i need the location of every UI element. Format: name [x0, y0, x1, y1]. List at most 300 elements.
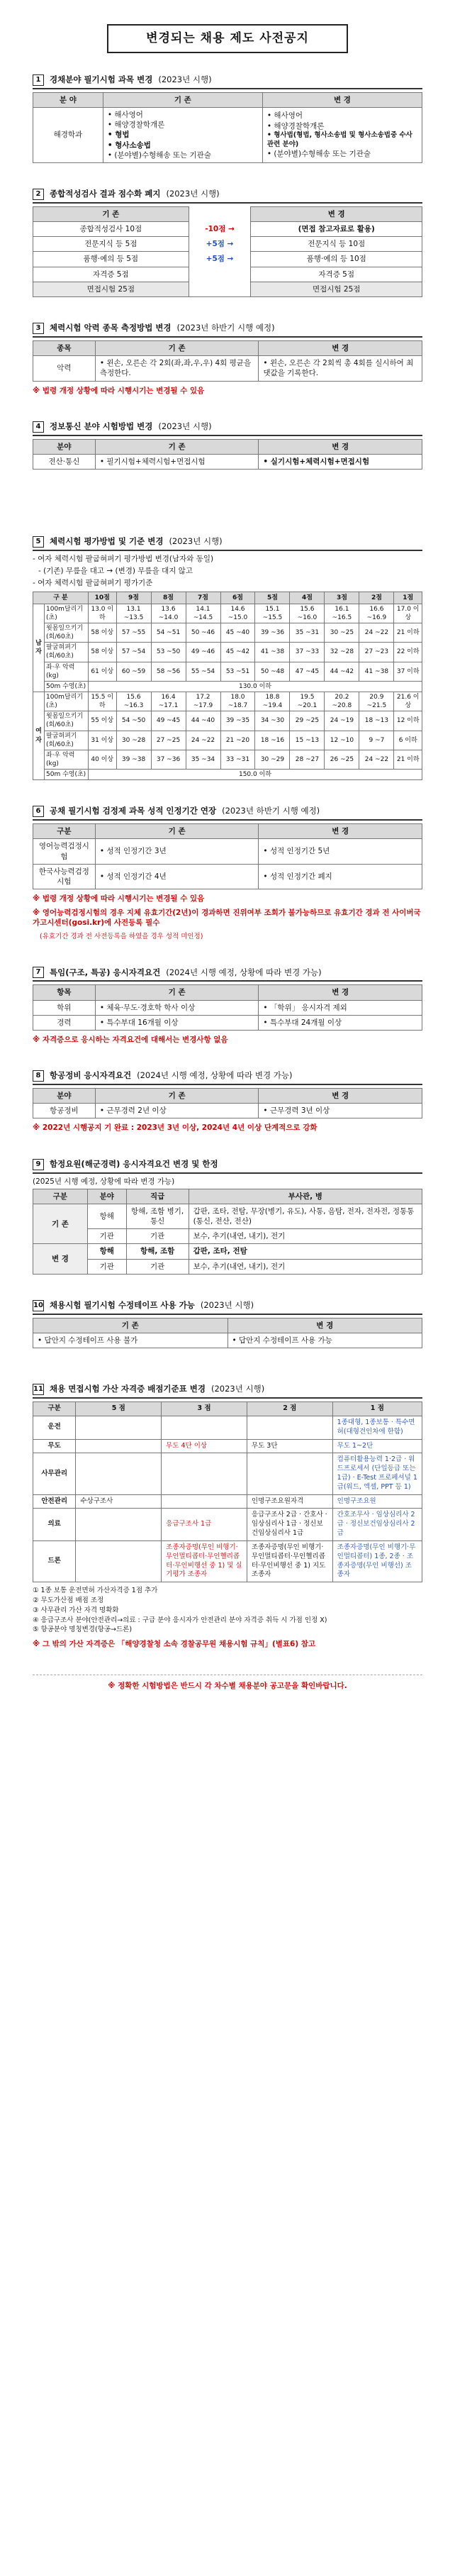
col-field: 분 야	[33, 92, 103, 107]
section-7-number: 7	[33, 967, 44, 978]
section-6-title: 공채 필기시험 검정제 과목 성적 인정기간 연장	[50, 806, 217, 816]
score-cell: 17.2 ~17.9	[186, 692, 220, 711]
prev-cell	[95, 1000, 259, 1015]
section-5-line: - 여자 체력시험 팔굽혀펴기 평가방법 변경(남자와 동일)	[33, 555, 214, 564]
section-6-note: ※ 영어능력검정시험의 경우 지체 유효기간(2년)이 경과하면 진위여부 조회가 불가능하므로 유효기간 경과 전 사이버국가고시센터(gosi.kr)에 사전등록 필수	[33, 909, 421, 928]
score-cell: 40 이상	[89, 750, 117, 769]
section-1-header	[33, 74, 422, 89]
score-cell: 35 ~34	[186, 750, 220, 769]
next-item: • 성적 인정기간 5년	[263, 846, 417, 856]
section-5-header	[33, 536, 422, 551]
section-4-header	[33, 421, 422, 436]
prev-cell	[95, 1104, 259, 1118]
bonus-row	[33, 1494, 422, 1509]
score-row	[33, 750, 422, 769]
points-cell: 간호조무사 · 임상심리사 2급 · 정신보건임상심리사 2급	[332, 1509, 422, 1540]
section-3-header	[33, 323, 422, 338]
prev-cell	[103, 108, 262, 163]
score-row	[33, 681, 422, 692]
score-cell: 21 ~20	[220, 731, 255, 750]
score-cell: 33 ~31	[220, 750, 255, 769]
prev-cell: 품행·예의 등 5점	[33, 252, 189, 267]
next-cell	[259, 1104, 422, 1118]
score-cell: 30 ~25	[325, 623, 359, 642]
section-5-title: 체력시험 평가방법 및 기준 변경	[50, 536, 164, 547]
score-row	[33, 770, 422, 780]
section-11-header	[33, 1384, 422, 1399]
section-9-title: 함정요원(해군경력) 응시자격요건 변경 및 한정	[50, 1158, 218, 1169]
score-cell: 15.6 ~16.0	[290, 604, 325, 623]
field-cell: 항해	[87, 1204, 126, 1228]
section-1-title: 경채분야 필기시험 과목 변경	[50, 74, 153, 85]
prev-item: • 성적 인정기간 4년	[100, 872, 254, 882]
event-cell: 팔굽혀펴기(회/60초)	[45, 731, 89, 750]
score-cell: 39 ~38	[116, 750, 151, 769]
section-6-number: 6	[33, 806, 44, 817]
score-cell: 54 ~50	[116, 711, 151, 731]
prev-cell	[95, 839, 259, 864]
score-cell: 39 ~35	[220, 711, 255, 731]
col-next: 변 경	[259, 985, 422, 1000]
score-cell: 37 이하	[394, 662, 422, 681]
points-cell: 수상구조사	[76, 1494, 162, 1509]
score-cell: 58 이상	[89, 623, 117, 642]
score-cell: 24 ~22	[186, 731, 220, 750]
section-6-note: (유효기간 경과 전 사전등록을 하였을 경우 성적 미인정)	[40, 932, 203, 940]
prev-cell: 종합적성검사 10점	[33, 222, 189, 237]
section-8-note: ※ 2022년 시행공지 기 완료 : 2023년 3년 이상, 2024년 4년 이상 단계적으로 강화	[33, 1123, 318, 1133]
item-cell: 학위	[33, 1000, 96, 1015]
points-cell	[162, 1494, 247, 1509]
section-3-number: 3	[33, 323, 44, 334]
section-3-table	[33, 340, 422, 382]
section-2-title: 종합적성검사 결과 점수화 폐지	[50, 189, 161, 199]
gender-cell: 여 자	[33, 692, 45, 779]
col-next: 변 경	[259, 439, 422, 454]
section-6-table	[33, 823, 422, 889]
score-cell: 16.6 ~16.9	[359, 604, 394, 623]
field-cell: 전산·통신	[33, 454, 96, 469]
next-cell	[259, 356, 422, 381]
score-cell: 35 ~31	[290, 623, 325, 642]
final-note: ※ 정확한 시험방법은 반드시 각 차수별 채용분야 공고문을 확인바랍니다.	[33, 1675, 422, 1691]
section-9-line: (2025년 시행 예정, 상황에 따라 변경 가능)	[33, 1177, 175, 1186]
score-cell: 49 ~45	[151, 711, 186, 731]
score-cell: 24 ~19	[325, 711, 359, 731]
points-cell	[76, 1453, 162, 1494]
score-cell: 18.0 ~18.7	[220, 692, 255, 711]
score-cell: 20.9 ~21.5	[359, 692, 394, 711]
points-cell: 인명구조요원자격	[247, 1494, 332, 1509]
score-cell: 27 ~25	[151, 731, 186, 750]
section-11-title: 채용 면접시험 가산 자격증 배점기준표 변경	[50, 1384, 206, 1394]
score-cell: 32 ~28	[325, 643, 359, 662]
section-10-header	[33, 1300, 422, 1315]
col-next: 변 경	[228, 1318, 422, 1333]
bonus-row	[33, 1416, 422, 1439]
bonus-row	[33, 1509, 422, 1540]
page-title: 변경되는 채용 제도 사전공지	[107, 24, 348, 53]
section-11-number: 11	[33, 1384, 44, 1395]
col-2pt: 2 점	[247, 1402, 332, 1416]
section-7-header	[33, 967, 422, 982]
prev-item: • 답안지 수정테이프 사용 불가	[38, 1336, 223, 1345]
score-cell: 41 ~38	[255, 643, 290, 662]
score-cell: 30 ~28	[116, 731, 151, 750]
event-cell: 50m 수영(초)	[45, 770, 89, 780]
points-cell: 컴퓨터활용능력 1·2급 · 워드프로세서 (단일등급 또는 1급) · E-Test 프로페셔널 1급(워드, 엑셀, PPT 등 1)	[332, 1453, 422, 1494]
next-cell	[259, 1000, 422, 1015]
score-cell: 50 ~46	[186, 623, 220, 642]
score-header-cell: 구 분	[33, 592, 89, 604]
detail-cell: 갑판, 조타, 전탐, 무장(병기, 유도), 사통, 음탐, 전자, 전자전, 정통통(통신, 전산, 전산)	[189, 1204, 422, 1228]
next-item: • (분야별)수형해송 또는 기관술	[267, 149, 417, 159]
field-cell: 한국사능력검정시험	[33, 864, 96, 889]
score-cell: 41 ~38	[359, 662, 394, 681]
score-header-cell: 3점	[325, 592, 359, 604]
col-arrow	[189, 206, 251, 221]
section-11-sub: (2023년 시행)	[210, 1384, 265, 1394]
footnote: ① 1종 보통 운전면허 가산자격증 1점 추가	[33, 1587, 158, 1595]
score-cell: 13.0 이하	[89, 604, 117, 623]
score-cell: 44 ~42	[325, 662, 359, 681]
prev-cell	[95, 454, 259, 469]
gender-cell: 남 자	[33, 604, 45, 692]
section-7-note: ※ 자격증으로 응시하는 자격요건에 대해서는 변경사항 없음	[33, 1035, 228, 1044]
event-cell: 윗몸일으키기(회/60초)	[45, 623, 89, 642]
score-cell: 49 ~46	[186, 643, 220, 662]
score-header-cell: 8점	[151, 592, 186, 604]
event-cell: 좌·우 악력(kg)	[45, 750, 89, 769]
group-cell: 기 존	[33, 1204, 88, 1244]
score-cell: 24 ~22	[359, 623, 394, 642]
score-cell: 58 이상	[89, 643, 117, 662]
score-cell: 24 ~22	[359, 750, 394, 769]
section-2	[33, 189, 422, 297]
next-cell: 품행·예의 등 10점	[251, 252, 422, 267]
next-cell	[259, 864, 422, 889]
section-10-table	[33, 1318, 422, 1348]
points-cell: 응급구조사 2급 · 간호사 · 임상심리사 1급 · 정신보건임상심리사 1급	[247, 1509, 332, 1540]
section-1-number: 1	[33, 74, 44, 86]
points-cell	[162, 1453, 247, 1494]
section-9-header	[33, 1159, 422, 1174]
score-cell: 21 이하	[394, 623, 422, 642]
col-3pt: 3 점	[162, 1402, 247, 1416]
change-cell: +5점 →	[189, 237, 251, 252]
field-cell: 항공정비	[33, 1104, 96, 1118]
col-prev: 기 존	[95, 985, 259, 1000]
next-cell: 자격증 5점	[251, 267, 422, 282]
bonus-row	[33, 1439, 422, 1453]
prev-cell: 면접시험 25점	[33, 282, 189, 296]
score-cell: 17.0 이상	[394, 604, 422, 623]
col-item: 종목	[33, 341, 96, 356]
score-cell: 20.2 ~20.8	[325, 692, 359, 711]
section-2-sub: (2023년 시행)	[166, 189, 220, 199]
points-cell: 조종자증명(무인 비행기·무인멀티콥터·무인헬리콥터·무인비행선 중 1) 및 실기평가 조종자	[162, 1540, 247, 1582]
points-cell: 무도 4단 이상	[162, 1439, 247, 1453]
points-cell: 응급구조사 1급	[162, 1509, 247, 1540]
section-9	[33, 1159, 422, 1275]
spacer	[33, 495, 422, 536]
section-7-sub: (2024년 시행 예정, 상황에 따라 변경 가능)	[166, 967, 322, 977]
prev-cell	[33, 1333, 228, 1348]
change-cell: +5점 →	[189, 252, 251, 267]
col-prev: 기 존	[33, 1318, 228, 1333]
score-cell: 58 ~56	[151, 662, 186, 681]
points-cell	[247, 1453, 332, 1494]
score-row	[33, 604, 422, 623]
section-3-sub: (2023년 하반기 시행 예정)	[176, 323, 275, 333]
points-cell	[76, 1439, 162, 1453]
points-cell	[162, 1416, 247, 1439]
prev-cell: 전문지식 등 5점	[33, 237, 189, 252]
section-1	[33, 74, 422, 163]
score-row	[33, 662, 422, 681]
section-6-note: ※ 법령 개정 상황에 따라 시행시기는 변경될 수 있음	[33, 894, 205, 904]
section-11-note: ※ 그 밖의 가산 자격증은 「해양경찰청 소속 경찰공무원 채용시험 규칙」(별표6) 참고	[33, 1640, 316, 1649]
category-cell: 드론	[33, 1540, 76, 1582]
col-prev: 기 존	[103, 92, 262, 107]
section-7-table	[33, 984, 422, 1031]
next-cell: 전문지식 등 10점	[251, 237, 422, 252]
section-6	[33, 806, 422, 941]
col-next: 변 경	[259, 1089, 422, 1104]
bonus-row	[33, 1540, 422, 1582]
next-item: • 해사영어	[267, 111, 417, 121]
score-cell: 45 ~40	[220, 623, 255, 642]
prev-cell: 자격증 5점	[33, 267, 189, 282]
next-item: • 왼손, 오른손 각 2회씩 총 4회를 실시하여 최댓값을 기록한다.	[263, 358, 417, 378]
score-header-cell: 1점	[394, 592, 422, 604]
rank-cell: 기관	[126, 1259, 189, 1274]
event-cell: 윗몸일으키기(회/60초)	[45, 711, 89, 731]
section-8-header	[33, 1070, 422, 1085]
score-cell: 13.6 ~14.0	[151, 604, 186, 623]
col-rank: 직급	[126, 1189, 189, 1204]
field-cell: 항해	[87, 1244, 126, 1259]
score-cell: 26 ~25	[325, 750, 359, 769]
section-8-number: 8	[33, 1070, 44, 1082]
section-8	[33, 1070, 422, 1133]
next-cell	[259, 1015, 422, 1030]
section-3-note: ※ 법령 개정 상황에 따라 시행시기는 변경될 수 있음	[33, 386, 205, 395]
section-8-table	[33, 1088, 422, 1118]
col-prev: 기 존	[95, 439, 259, 454]
field-cell: 기관	[87, 1259, 126, 1274]
score-cell: 12 ~10	[325, 731, 359, 750]
section-4-number: 4	[33, 421, 44, 433]
section-2-table	[33, 206, 422, 297]
score-cell: 60 ~59	[116, 662, 151, 681]
section-4	[33, 421, 422, 470]
section-3-title: 체력시험 악력 종목 측정방법 변경	[50, 323, 172, 333]
event-cell: 100m달리기(초)	[45, 692, 89, 711]
score-header-cell: 4점	[290, 592, 325, 604]
score-cell: 55 ~54	[186, 662, 220, 681]
fitness-score-table	[33, 592, 422, 781]
score-cell: 57 ~54	[116, 643, 151, 662]
section-1-table	[33, 92, 422, 163]
change-cell	[189, 282, 251, 296]
event-cell: 50m 수영(초)	[45, 681, 89, 692]
prev-item: • 형법	[108, 130, 258, 140]
next-item: • 답안지 수정테이프 사용 가능	[232, 1336, 418, 1345]
col-next: 변 경	[259, 341, 422, 356]
col-field: 분야	[87, 1189, 126, 1204]
section-3	[33, 323, 422, 396]
footnote: ④ 응급구조사 분야(안전관리→의료 : 구급 분야 응시자가 안전관리 분야 자격증 취득 시 가점 인정 X)	[33, 1616, 327, 1624]
next-cell	[259, 454, 422, 469]
score-cell: 15.5 이하	[89, 692, 117, 711]
score-cell: 45 ~42	[220, 643, 255, 662]
prev-item: • 근무경력 2년 이상	[100, 1106, 254, 1116]
section-4-title: 정보통신 분야 시험방법 변경	[50, 421, 153, 431]
points-cell: 조종자증명(무인 비행기·무인멀티콥터·무인헬리콥터·무인비행선 중 1) 지도조종자	[247, 1540, 332, 1582]
col-field: 분야	[33, 1089, 96, 1104]
score-cell: 21.6 이상	[394, 692, 422, 711]
col-category: 구분	[33, 1402, 76, 1416]
change-cell	[189, 267, 251, 282]
section-7	[33, 967, 422, 1045]
score-cell: 18 ~16	[255, 731, 290, 750]
next-cell	[228, 1333, 422, 1348]
points-cell: 인명구조요원	[332, 1494, 422, 1509]
points-cell: 1종대형, 1종보통 · 특수면허(대형견인차에 한함)	[332, 1416, 422, 1439]
score-row	[33, 711, 422, 731]
section-6-sub: (2023년 하반기 시행 예정)	[222, 806, 320, 816]
score-cell: 150.0 이하	[89, 770, 422, 780]
event-cell: 좌·우 악력(kg)	[45, 662, 89, 681]
bonus-row	[33, 1453, 422, 1494]
prev-item: • 특수부대 16개월 이상	[100, 1018, 254, 1028]
score-row	[33, 643, 422, 662]
score-header-cell: 7점	[186, 592, 220, 604]
next-item: • 실기시험+체력시험+면접시험	[263, 457, 417, 467]
section-2-number: 2	[33, 189, 44, 200]
detail-cell: 갑판, 조타, 전탐	[189, 1244, 422, 1259]
footnote: ② 무도가산점 배점 조정	[33, 1596, 104, 1604]
score-cell: 16.1 ~16.5	[325, 604, 359, 623]
score-cell: 130.0 이하	[89, 681, 422, 692]
col-item: 항목	[33, 985, 96, 1000]
footnote: ⑤ 항공분야 명칭변경(항공→드론)	[33, 1626, 133, 1634]
score-cell: 14.1 ~14.5	[186, 604, 220, 623]
col-prev: 기 존	[95, 341, 259, 356]
change-cell: -10점 →	[189, 222, 251, 237]
score-cell: 50 ~48	[255, 662, 290, 681]
section-5	[33, 536, 422, 780]
score-cell: 53 ~50	[151, 643, 186, 662]
prev-item: • 성적 인정기간 3년	[100, 846, 254, 856]
score-cell: 47 ~45	[290, 662, 325, 681]
section-8-sub: (2024년 시행 예정, 상황에 따라 변경 가능)	[137, 1070, 293, 1081]
item-cell: 악력	[33, 356, 96, 381]
event-cell: 100m달리기(초)	[45, 604, 89, 623]
next-item: • 해양경찰학개론	[267, 121, 417, 131]
next-item: • 특수부대 24개월 이상	[263, 1018, 417, 1028]
next-cell	[259, 839, 422, 864]
detail-cell: 보수, 추기(내연, 내기), 전기	[189, 1229, 422, 1244]
score-cell: 34 ~30	[255, 711, 290, 731]
score-cell: 18.8 ~19.4	[255, 692, 290, 711]
points-cell: 조종자증명(무인 비행기·무인멀티콥터) 1종, 2종 · 조종자증명(무인 비행선) 조종자	[332, 1540, 422, 1582]
section-5-line: - (기존) 무릎을 대고 → (변경) 무릎을 대지 않고	[38, 567, 193, 576]
score-cell: 27 ~23	[359, 643, 394, 662]
score-header-cell: 9점	[116, 592, 151, 604]
score-cell: 54 ~51	[151, 623, 186, 642]
score-cell: 13.1 ~13.5	[116, 604, 151, 623]
section-6-header	[33, 806, 422, 821]
section-9-table	[33, 1189, 422, 1275]
prev-item: • 해양경찰학개론	[108, 120, 258, 130]
score-cell: 28 ~27	[290, 750, 325, 769]
field-cell: 영어능력검정시험	[33, 839, 96, 864]
col-5pt: 5 점	[76, 1402, 162, 1416]
col-detail: 부사관, 병	[189, 1189, 422, 1204]
section-10-number: 10	[33, 1300, 44, 1311]
col-prev: 기 존	[95, 824, 259, 839]
rank-cell: 기관	[126, 1229, 189, 1244]
section-10-sub: (2023년 시행)	[200, 1300, 254, 1311]
score-cell: 37 ~33	[290, 643, 325, 662]
col-next: 변 경	[251, 206, 422, 221]
col-prev: 기 존	[95, 1089, 259, 1104]
score-cell: 29 ~25	[290, 711, 325, 731]
prev-item: • 체육·무도·경호학 학사 이상	[100, 1003, 254, 1013]
points-cell: 무도 3단	[247, 1439, 332, 1453]
rank-cell: 항해, 조함 병기, 통신	[126, 1204, 189, 1228]
field-cell: 해경학과	[33, 108, 103, 163]
category-cell: 사무관리	[33, 1453, 76, 1494]
score-cell: 9 ~7	[359, 731, 394, 750]
col-field: 구분	[33, 824, 96, 839]
col-1pt: 1 점	[332, 1402, 422, 1416]
score-cell: 15.1 ~15.5	[255, 604, 290, 623]
prev-cell	[95, 864, 259, 889]
score-cell: 55 이상	[89, 711, 117, 731]
category-cell: 운전	[33, 1416, 76, 1439]
section-8-title: 항공정비 응시자격요건	[50, 1070, 132, 1081]
col-group: 구분	[33, 1189, 88, 1204]
points-cell: 무도 1~2단	[332, 1439, 422, 1453]
score-header-cell: 6점	[220, 592, 255, 604]
section-5-number: 5	[33, 536, 44, 548]
section-5-sub: (2023년 시행)	[169, 536, 223, 547]
prev-item: • 형사소송법	[108, 140, 258, 150]
points-cell	[76, 1509, 162, 1540]
section-4-table	[33, 439, 422, 470]
col-next: 변 경	[262, 92, 422, 107]
section-5-line: - 여자 체력시험 팔굽혀펴기 평가기준	[33, 579, 153, 588]
category-cell: 안전관리	[33, 1494, 76, 1509]
score-cell: 15.6 ~16.3	[116, 692, 151, 711]
section-11-table	[33, 1401, 422, 1582]
score-cell: 39 ~36	[255, 623, 290, 642]
score-header-cell: 5점	[255, 592, 290, 604]
section-11-footnotes	[33, 1587, 422, 1635]
score-header-cell: 10점	[89, 592, 117, 604]
prev-item: • 해사영어	[108, 110, 258, 120]
score-cell: 57 ~55	[116, 623, 151, 642]
item-cell: 경력	[33, 1015, 96, 1030]
prev-item: • (분야별)수형해송 또는 기관술	[108, 150, 258, 160]
col-field: 분야	[33, 439, 96, 454]
spacer	[33, 1374, 422, 1384]
score-cell: 16.4 ~17.1	[151, 692, 186, 711]
score-cell: 53 ~51	[220, 662, 255, 681]
